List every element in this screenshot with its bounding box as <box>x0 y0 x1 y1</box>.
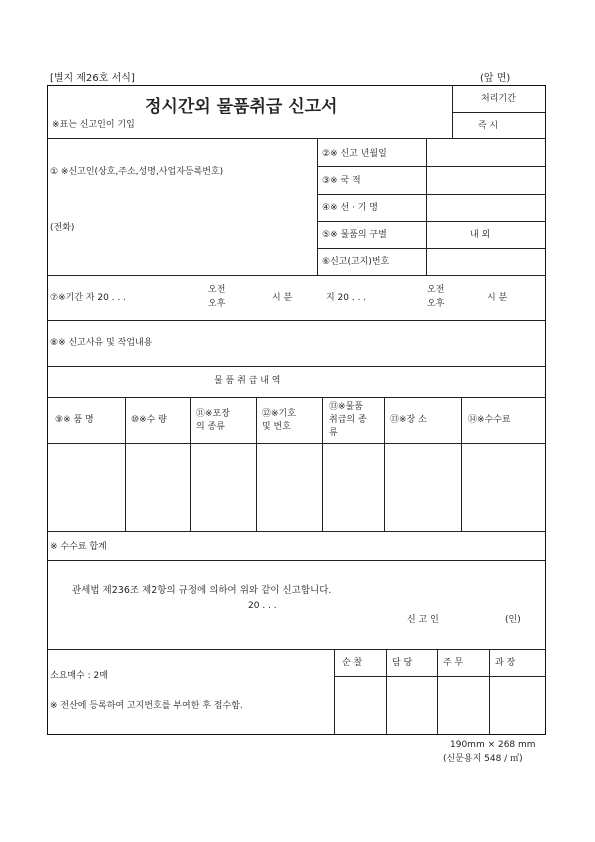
field-notice-number-label: ⑥신고(고지)번호 <box>322 257 390 267</box>
approval-div-1 <box>386 649 387 734</box>
field-nationality-label: ③※ 국 적 <box>322 176 361 186</box>
approval-patrol: 순 찰 <box>342 658 363 668</box>
col-header-marks-1: ⑫※기호 <box>262 409 296 419</box>
period-to-pm: 오후 <box>427 299 445 309</box>
period-from-am: 오전 <box>208 285 226 295</box>
fee-total-label: ※ 수수료 합계 <box>50 542 107 552</box>
frame-bottom <box>47 734 546 735</box>
approval-in-charge: 담 당 <box>392 658 413 668</box>
frame-top <box>47 85 546 86</box>
form-title: 정시간외 물품취급 신고서 <box>145 97 338 117</box>
fields-left-divider <box>317 138 318 275</box>
field-line-4 <box>317 248 545 249</box>
col-header-handling-2: 취급의 종 <box>329 415 367 425</box>
period-to: 지 20 . . . <box>326 293 367 303</box>
approval-manager: 주 무 <box>443 658 464 668</box>
items-header: 물 품 취 급 내 역 <box>214 376 281 386</box>
reason-bottom-line <box>47 366 546 367</box>
col-header-quantity: ⑩※수 량 <box>131 415 167 425</box>
field-goods-class-label: ⑤※ 물품의 구별 <box>322 230 387 240</box>
field-goods-class-value-text: 내 외 <box>470 230 491 240</box>
col-header-packaging-2: 의 종류 <box>196 422 225 432</box>
col-header-handling-3: 류 <box>329 428 338 438</box>
col-div-5 <box>384 397 385 531</box>
declaration-bottom <box>47 649 546 650</box>
approval-div-3 <box>489 649 490 734</box>
approval-header-bottom <box>334 676 545 677</box>
field-line-3 <box>317 221 545 222</box>
applicant-label: ① ※신고인(상호,주소,성명,사업자등록번호) <box>50 167 224 177</box>
columns-header-bottom <box>47 443 546 444</box>
page-side: (앞 면) <box>480 73 511 84</box>
seal-mark: (인) <box>505 615 521 625</box>
declaration-date: 20 . . . <box>248 601 277 611</box>
fields-value-divider <box>426 138 427 275</box>
frame-right <box>545 85 546 735</box>
items-header-bottom <box>47 397 546 398</box>
field-vessel-label: ④※ 선 · 기 명 <box>322 203 378 213</box>
applicant-phone: (전화) <box>50 223 75 233</box>
period-to-hm: 시 분 <box>487 293 508 303</box>
col-div-6 <box>461 397 462 531</box>
period-bottom-line <box>47 320 546 321</box>
period-from-pm: 오후 <box>208 299 226 309</box>
marked-note: ※표는 신고인이 기입 <box>52 120 135 130</box>
items-bottom-line <box>47 531 546 532</box>
processing-label: 처리기간 <box>481 94 516 104</box>
reason-label: ⑧※ 신고사유 및 작업내용 <box>50 338 153 348</box>
period-from-hm: 시 분 <box>272 293 293 303</box>
fee-total-bottom <box>47 560 546 561</box>
col-div-1 <box>125 397 126 531</box>
col-header-packaging-1: ⑪※포장 <box>196 409 230 419</box>
fields-bottom-line <box>47 275 546 276</box>
approval-chief: 과 장 <box>495 658 516 668</box>
field-report-date-label: ②※ 신고 년월일 <box>322 149 387 159</box>
declaration-text: 관세법 제236조 제2항의 규정에 의하여 위와 같이 신고합니다. <box>72 585 332 596</box>
paper-size: 190mm × 268 mm <box>450 740 536 750</box>
col-header-handling-1: ⑬※물품 <box>329 402 363 412</box>
processing-mid <box>452 112 545 113</box>
period-from: ⑦※기간 자 20 . . . <box>50 293 127 303</box>
col-header-item-name: ⑨※ 품 명 <box>55 415 94 425</box>
col-header-marks-2: 및 번호 <box>262 422 291 432</box>
period-to-am: 오전 <box>427 285 445 295</box>
processing-value: 즉 시 <box>478 121 499 131</box>
declarant-label: 신 고 인 <box>407 615 439 625</box>
paper-type: (신문용지 548 / ㎡) <box>443 754 523 764</box>
form-number: [별지 제26호 서식] <box>50 73 135 84</box>
col-div-2 <box>190 397 191 531</box>
approval-div-0 <box>334 649 335 734</box>
frame-left <box>47 85 48 735</box>
field-line-2 <box>317 194 545 195</box>
col-div-4 <box>322 397 323 531</box>
copies-label: 소요매수 : 2매 <box>50 671 108 681</box>
col-header-fee: ⑭※수수료 <box>468 415 511 425</box>
title-bottom-line <box>47 138 546 139</box>
col-header-location: ⑬※장 소 <box>390 415 427 425</box>
col-div-3 <box>256 397 257 531</box>
field-line-1 <box>317 166 545 167</box>
approval-div-2 <box>437 649 438 734</box>
footer-note: ※ 전산에 등록하여 고지번호를 부여한 후 접수함. <box>50 701 243 711</box>
